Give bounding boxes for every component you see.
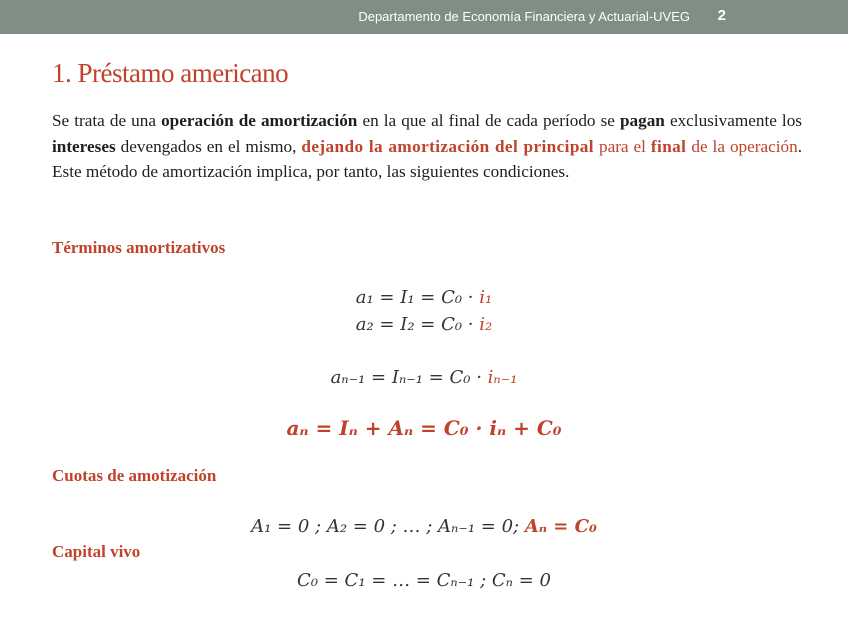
slide-title: 1. Préstamo americano: [52, 58, 289, 88]
intro-text: exclusivamente los: [664, 111, 802, 130]
formula-capital: C₀ = C₁ = … = Cₙ₋₁ ; Cₙ = 0: [297, 570, 551, 591]
formula-a1: a₁ = I₁ = C₀ · i₁: [355, 287, 493, 308]
intro-text: Se trata de una: [52, 111, 162, 130]
intro-paragraph: [52, 108, 802, 185]
section-terminos: Términos amortizativos: [52, 238, 226, 257]
formula-a2: a₂ = I₂ = C₀ · i₂: [355, 314, 493, 335]
intro-bold: intereses: [52, 136, 116, 156]
page-number: 2: [717, 7, 726, 24]
intro-bold: operación de amortización: [161, 111, 358, 130]
intro-highlight: dejando la amortización del principal: [301, 136, 594, 156]
section-capital: Capital vivo: [52, 542, 141, 561]
formula-an-1: aₙ₋₁ = Iₙ₋₁ = C₀ · iₙ₋₁: [330, 367, 518, 388]
intro-text: . Este método de amortización implica, por tanto, las siguientes condiciones.: [52, 136, 802, 181]
intro-accent: para el: [593, 136, 651, 156]
formula-an: aₙ = Iₙ + Aₙ = C₀ · iₙ + C₀: [286, 416, 562, 440]
intro-text: en la que al final de cada período se: [357, 111, 620, 130]
header-bar: [0, 0, 848, 34]
department-label: Departamento de Economía Financiera y Actuarial-UVEG: [358, 9, 690, 24]
intro-accent: de la operación: [686, 136, 798, 156]
intro-highlight: final: [650, 136, 687, 156]
formula-cuotas: A₁ = 0 ; A₂ = 0 ; … ; Aₙ₋₁ = 0; Aₙ = C₀: [251, 516, 597, 537]
section-cuotas: Cuotas de amotización: [52, 466, 217, 485]
intro-bold: pagan: [619, 111, 665, 130]
intro-text: devengados en el mismo,: [115, 136, 302, 156]
